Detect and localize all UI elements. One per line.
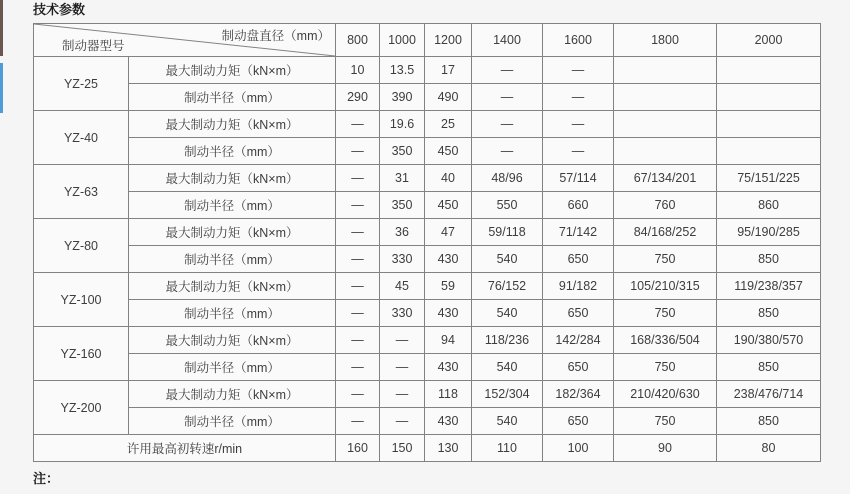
- row-label-torque: 最大制动力矩（kN×m）: [129, 273, 336, 300]
- row-label-radius: 制动半径（mm）: [129, 354, 336, 381]
- radius-value: 650: [543, 246, 614, 273]
- torque-value: 67/134/201: [614, 165, 717, 192]
- max-speed-value: 80: [717, 435, 821, 462]
- torque-value: —: [543, 111, 614, 138]
- radius-value: 650: [543, 408, 614, 435]
- note-label: 注：: [33, 471, 60, 486]
- max-speed-value: 90: [614, 435, 717, 462]
- torque-value: —: [472, 111, 543, 138]
- torque-value: 47: [425, 219, 472, 246]
- header-row: [34, 24, 821, 57]
- model-row-radius: [34, 138, 821, 165]
- model-row-radius: [34, 84, 821, 111]
- model-row-radius: [34, 300, 821, 327]
- row-label-radius: 制动半径（mm）: [129, 300, 336, 327]
- left-edge-blue-strip: [0, 63, 3, 113]
- torque-value: 190/380/570: [717, 327, 821, 354]
- radius-value: 750: [614, 300, 717, 327]
- radius-value: 750: [614, 408, 717, 435]
- torque-value: 91/182: [543, 273, 614, 300]
- model-row-radius: [34, 354, 821, 381]
- radius-value: —: [543, 138, 614, 165]
- torque-value: [717, 111, 821, 138]
- model-name: YZ-160: [34, 327, 129, 381]
- left-edge-brown-strip: [0, 0, 3, 56]
- max-speed-value: 110: [472, 435, 543, 462]
- torque-value: 31: [380, 165, 425, 192]
- torque-value: —: [543, 57, 614, 84]
- radius-value: 350: [380, 138, 425, 165]
- radius-value: 850: [717, 354, 821, 381]
- torque-value: 76/152: [472, 273, 543, 300]
- row-label-torque: 最大制动力矩（kN×m）: [129, 219, 336, 246]
- torque-value: 59: [425, 273, 472, 300]
- model-row-torque: [34, 111, 821, 138]
- radius-value: 430: [425, 300, 472, 327]
- model-row-torque: [34, 327, 821, 354]
- torque-value: 238/476/714: [717, 381, 821, 408]
- radius-value: [717, 84, 821, 111]
- model-row-torque: [34, 219, 821, 246]
- radius-value: 540: [472, 300, 543, 327]
- radius-value: [614, 138, 717, 165]
- column-header-1600: 1600: [543, 24, 614, 57]
- torque-value: —: [380, 327, 425, 354]
- table-body: [34, 57, 821, 462]
- model-row-torque: [34, 381, 821, 408]
- radius-value: 540: [472, 246, 543, 273]
- column-header-1200: 1200: [425, 24, 472, 57]
- radius-value: 750: [614, 246, 717, 273]
- radius-value: 650: [543, 300, 614, 327]
- row-label-radius: 制动半径（mm）: [129, 192, 336, 219]
- torque-value: 95/190/285: [717, 219, 821, 246]
- radius-value: 550: [472, 192, 543, 219]
- column-header-1000: 1000: [380, 24, 425, 57]
- row-label-torque: 最大制动力矩（kN×m）: [129, 165, 336, 192]
- radius-value: 390: [380, 84, 425, 111]
- radius-value: —: [472, 138, 543, 165]
- footer-label: 许用最高初转速r/min: [34, 435, 336, 462]
- torque-value: 40: [425, 165, 472, 192]
- torque-value: 118/236: [472, 327, 543, 354]
- radius-value: —: [543, 84, 614, 111]
- radius-value: 540: [472, 354, 543, 381]
- radius-value: —: [336, 138, 380, 165]
- torque-value: 119/238/357: [717, 273, 821, 300]
- torque-value: 45: [380, 273, 425, 300]
- row-label-torque: 最大制动力矩（kN×m）: [129, 327, 336, 354]
- radius-value: 290: [336, 84, 380, 111]
- torque-value: 168/336/504: [614, 327, 717, 354]
- radius-value: 860: [717, 192, 821, 219]
- max-speed-value: 160: [336, 435, 380, 462]
- torque-value: 13.5: [380, 57, 425, 84]
- torque-value: [717, 57, 821, 84]
- radius-value: 330: [380, 300, 425, 327]
- torque-value: [614, 111, 717, 138]
- diagonal-header-cell: [34, 24, 336, 57]
- radius-value: 430: [425, 408, 472, 435]
- row-label-radius: 制动半径（mm）: [129, 408, 336, 435]
- section-title: 技术参数: [33, 2, 86, 17]
- radius-value: —: [380, 408, 425, 435]
- footer-row: [34, 435, 821, 462]
- torque-value: —: [336, 219, 380, 246]
- model-row-torque: [34, 57, 821, 84]
- radius-value: 660: [543, 192, 614, 219]
- radius-value: 450: [425, 192, 472, 219]
- torque-value: 152/304: [472, 381, 543, 408]
- radius-value: 350: [380, 192, 425, 219]
- torque-value: —: [336, 327, 380, 354]
- column-header-800: 800: [336, 24, 380, 57]
- radius-value: 750: [614, 354, 717, 381]
- model-row-torque: [34, 165, 821, 192]
- model-name: YZ-80: [34, 219, 129, 273]
- torque-value: 48/96: [472, 165, 543, 192]
- torque-value: 210/420/630: [614, 381, 717, 408]
- model-name: YZ-63: [34, 165, 129, 219]
- torque-value: 71/142: [543, 219, 614, 246]
- radius-value: —: [336, 408, 380, 435]
- row-label-radius: 制动半径（mm）: [129, 138, 336, 165]
- header-brake-model-label: 制动器型号: [62, 39, 125, 53]
- torque-value: 142/284: [543, 327, 614, 354]
- row-label-radius: 制动半径（mm）: [129, 84, 336, 111]
- radius-value: 430: [425, 246, 472, 273]
- radius-value: 850: [717, 408, 821, 435]
- model-row-radius: [34, 192, 821, 219]
- radius-value: 450: [425, 138, 472, 165]
- torque-value: 94: [425, 327, 472, 354]
- radius-value: [614, 84, 717, 111]
- radius-value: 540: [472, 408, 543, 435]
- torque-value: —: [472, 57, 543, 84]
- torque-value: 17: [425, 57, 472, 84]
- model-row-radius: [34, 408, 821, 435]
- model-row-radius: [34, 246, 821, 273]
- torque-value: 10: [336, 57, 380, 84]
- model-name: YZ-25: [34, 57, 129, 111]
- torque-value: 59/118: [472, 219, 543, 246]
- column-header-1400: 1400: [472, 24, 543, 57]
- radius-value: —: [336, 246, 380, 273]
- radius-value: —: [336, 192, 380, 219]
- radius-value: 760: [614, 192, 717, 219]
- column-header-2000: 2000: [717, 24, 821, 57]
- torque-value: 75/151/225: [717, 165, 821, 192]
- torque-value: —: [336, 273, 380, 300]
- radius-value: 330: [380, 246, 425, 273]
- torque-value: [614, 57, 717, 84]
- torque-value: 84/168/252: [614, 219, 717, 246]
- row-label-radius: 制动半径（mm）: [129, 246, 336, 273]
- radius-value: —: [336, 354, 380, 381]
- torque-value: —: [336, 381, 380, 408]
- content-area: [33, 3, 823, 487]
- radius-value: —: [380, 354, 425, 381]
- model-name: YZ-100: [34, 273, 129, 327]
- max-speed-value: 150: [380, 435, 425, 462]
- model-row-torque: [34, 273, 821, 300]
- max-speed-value: 100: [543, 435, 614, 462]
- radius-value: —: [472, 84, 543, 111]
- radius-value: 850: [717, 300, 821, 327]
- row-label-torque: 最大制动力矩（kN×m）: [129, 57, 336, 84]
- torque-value: —: [336, 111, 380, 138]
- radius-value: 850: [717, 246, 821, 273]
- torque-value: 36: [380, 219, 425, 246]
- torque-value: 105/210/315: [614, 273, 717, 300]
- torque-value: —: [380, 381, 425, 408]
- radius-value: 490: [425, 84, 472, 111]
- torque-value: —: [336, 165, 380, 192]
- torque-value: 25: [425, 111, 472, 138]
- radius-value: 430: [425, 354, 472, 381]
- torque-value: 19.6: [380, 111, 425, 138]
- row-label-torque: 最大制动力矩（kN×m）: [129, 381, 336, 408]
- radius-value: [717, 138, 821, 165]
- row-label-torque: 最大制动力矩（kN×m）: [129, 111, 336, 138]
- column-header-1800: 1800: [614, 24, 717, 57]
- radius-value: 650: [543, 354, 614, 381]
- torque-value: 57/114: [543, 165, 614, 192]
- torque-value: 118: [425, 381, 472, 408]
- radius-value: —: [336, 300, 380, 327]
- model-name: YZ-200: [34, 381, 129, 435]
- torque-value: 182/364: [543, 381, 614, 408]
- model-name: YZ-40: [34, 111, 129, 165]
- spec-table: [33, 23, 821, 462]
- header-disc-diameter-label: 制动盘直径（mm）: [221, 29, 330, 43]
- max-speed-value: 130: [425, 435, 472, 462]
